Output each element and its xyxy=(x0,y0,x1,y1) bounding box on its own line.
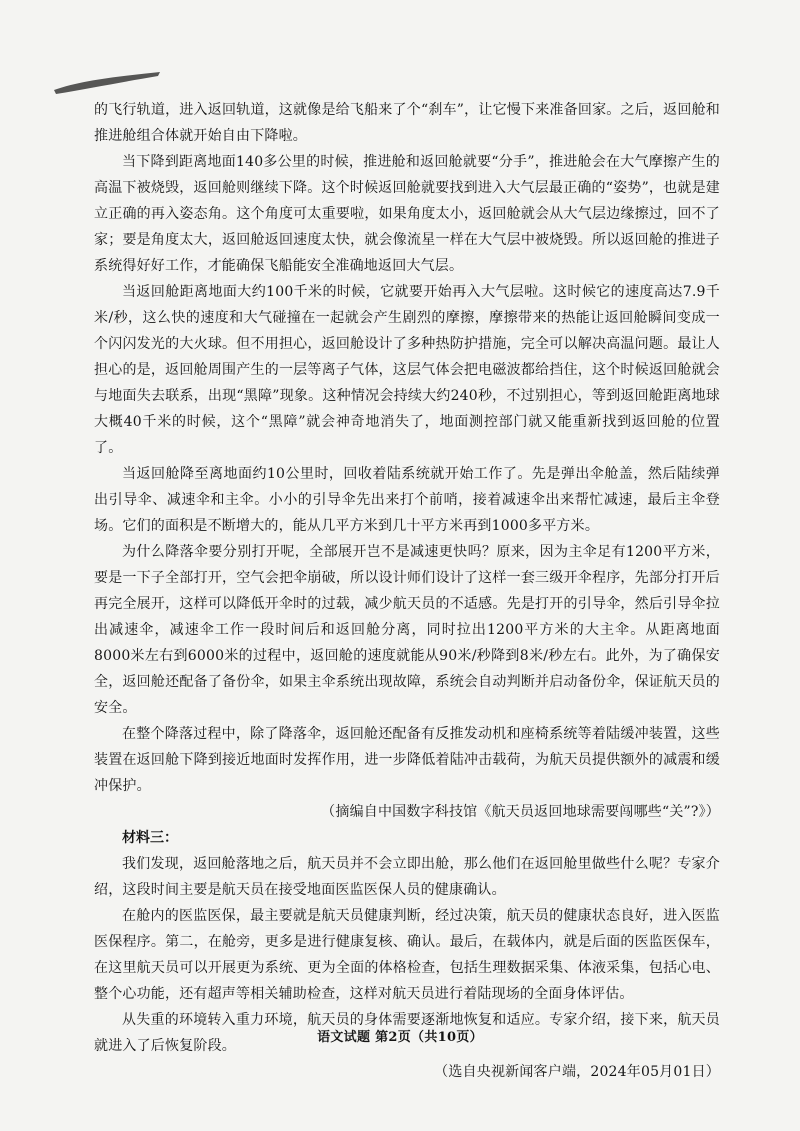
paragraph-group-material-two xyxy=(94,97,720,799)
paragraph: 在舱内的医监医保，最主要就是航天员健康判断，经过决策，航天员的健康状态良好，进入医监医保程序。第二，在舱旁，更多是进行健康复核、确认。最后，在载体内，就是后面的医监医保车，在这里航天员可以开展更为系统、更为全面的体格检查，包括生理数据采集、体液采集，包括心电、整个心功能，还有超声等相关辅助检查，这样对航天员进行着陆现场的全面身体评估。 xyxy=(94,908,720,1002)
paragraph: 从失重的环境转入重力环境，航天员的身体需要逐渐地恢复和适应。专家介绍，接下来，航天员就进入了后恢复阶段。 xyxy=(94,1012,720,1054)
section-heading: 材料三： xyxy=(122,830,178,846)
source-citation: （摘编自中国数字科技馆《航天员返回地球需要闯哪些“关”?》） xyxy=(321,804,720,820)
article-body xyxy=(94,97,720,1085)
scan-smudge-mark xyxy=(52,70,162,96)
page-footer: 语文试题 第2页（共10页） xyxy=(317,1030,483,1045)
paragraph: 我们发现，返回舱落地之后，航天员并不会立即出舱，那么他们在返回舱里做些什么呢？专家介绍，这段时间主要是航天员在接受地面医监医保人员的健康确认。 xyxy=(94,856,720,898)
paragraph: 当下降到距离地面140多公里的时候，推进舱和返回舱就要“分手”，推进舱会在大气摩擦产生的高温下被烧毁，返回舱则继续下降。这个时候返回舱就要找到进入大气层最正确的“姿势”，也就是建立正确的再入姿态角。这个角度可太重要啦，如果角度太小，返回舱就会从大气层边缘擦过，回不了家；要是角度太大，返回舱返回速度太快，就会像流星一样在大气层中被烧毁。所以返回舱的推进子系统得好好工作，才能确保飞船能安全准确地返回大气层。 xyxy=(94,154,720,274)
paragraph: 当返回舱降至离地面约10公里时，回收着陆系统就开始工作了。先是弹出伞舱盖，然后陆续弹出引导伞、减速伞和主伞。小小的引导伞先出来打个前哨，接着减速伞出来帮忙减速，最后主伞登场。它们的面积是不断增大的，能从几平方米到几十平方米再到1000多平方米。 xyxy=(94,466,720,534)
paragraph: 在整个降落过程中，除了降落伞，返回舱还配备有反推发动机和座椅系统等着陆缓冲装置，这些装置在返回舱下降到接近地面时发挥作用，进一步降低着陆冲击载荷，为航天员提供额外的减震和缓冲保护。 xyxy=(94,726,720,794)
paragraph: 的飞行轨道，进入返回轨道，这就像是给飞船来了个“刹车”，让它慢下来准备回家。之后，返回舱和推进舱组合体就开始自由下降啦。 xyxy=(94,102,720,144)
source-citation: （选自央视新闻客户端，2024年05月01日） xyxy=(434,1064,720,1080)
paragraph: 当返回舱距离地面大约100千米的时候，它就要开始再入大气层啦。这时候它的速度高达7.9千米/秒，这么快的速度和大气碰撞在一起就会产生剧烈的摩擦，摩擦带来的热能让返回舱瞬间变成一个闪闪发光的大火球。但不用担心，返回舱设计了多种热防护措施，完全可以解决高温问题。最让人担心的是，返回舱周围产生的一层等离子气体，这层气体会把电磁波都给挡住，这个时候返回舱就会与地面失去联系，出现“黑障”现象。这种情况会持续大约240秒，不过别担心，等到返回舱距离地球大概40千米的时候，这个“黑障”就会神奇地消失了，地面测控部门就又能重新找到返回舱的位置了。 xyxy=(94,284,720,456)
paragraph: 为什么降落伞要分别打开呢，全部展开岂不是减速更快吗？原来，因为主伞足有1200平方米，要是一下子全部打开，空气会把伞崩破，所以设计师们设计了这样一套三级开伞程序，先部分打开后再完全展开，这样可以降低开伞时的过载，减少航天员的不适感。先是打开的引导伞，然后引导伞拉出减速伞，减速伞工作一段时间后和返回舱分离，同时拉出1200平方米的大主伞。从距离地面8000米左右到6000米的过程中，返回舱的速度就能从90米/秒降到8米/秒左右。此外，为了确保安全，返回舱还配备了备份伞，如果主伞系统出现故障，系统会自动判断并启动备份伞，保证航天员的安全。 xyxy=(94,544,720,716)
